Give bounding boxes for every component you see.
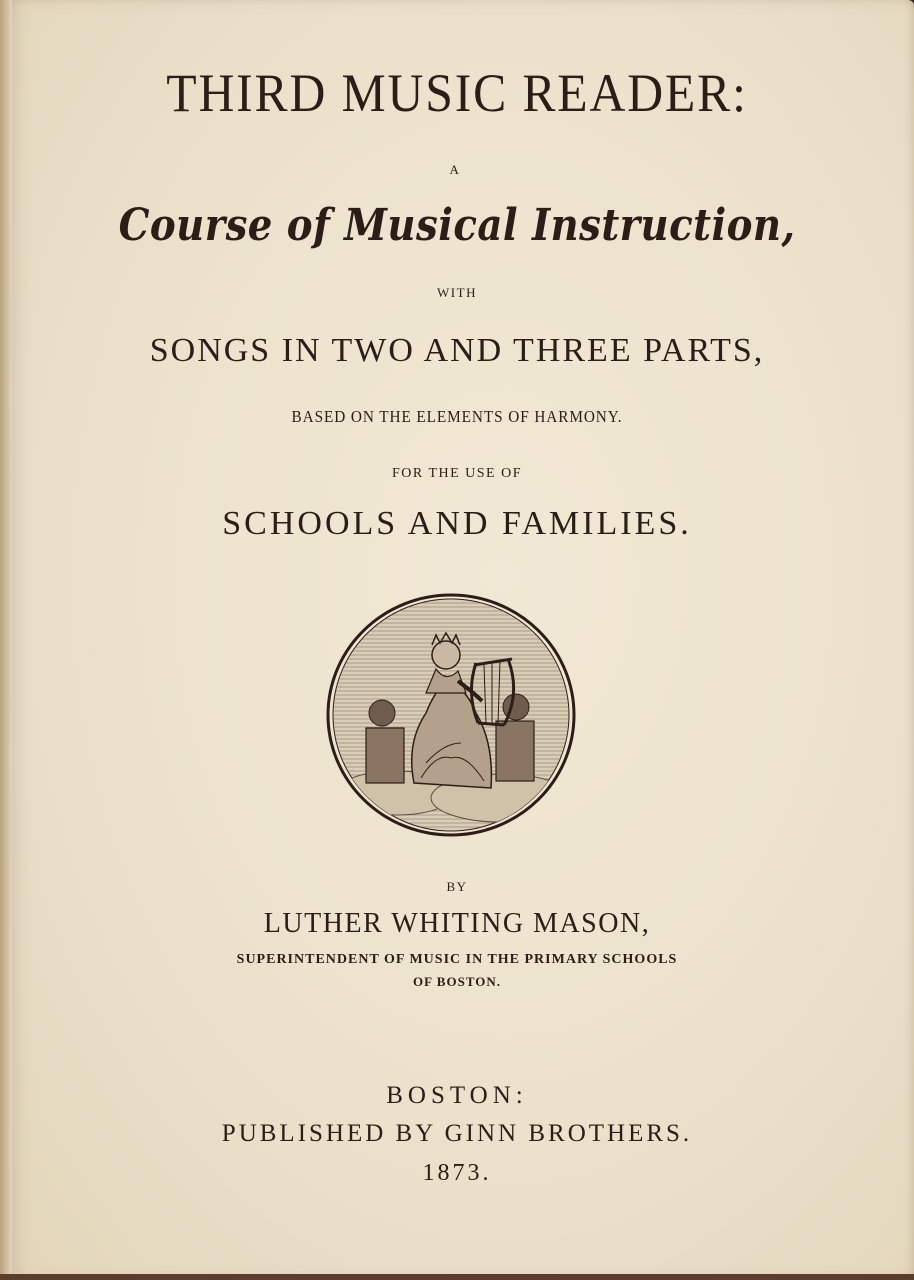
author-name: LUTHER WHITING MASON, [263, 908, 651, 939]
author-title-continued: OF BOSTON. [412, 974, 502, 989]
lyre-muse-medallion-icon [326, 593, 576, 837]
audience-line: SCHOOLS AND FAMILIES. [222, 505, 692, 542]
based-on-line: BASED ON THE ELEMENTS OF HARMONY. [291, 407, 623, 426]
by-line: BY [446, 879, 468, 894]
book-subtitle: Course of Musical Instruction, [118, 200, 796, 251]
songs-line: SONGS IN TWO AND THREE PARTS, [149, 332, 765, 369]
imprint-place: BOSTON: [386, 1082, 528, 1109]
imprint-publisher: PUBLISHED BY GINN BROTHERS. [221, 1120, 693, 1147]
imprint-year: 1873. [422, 1160, 492, 1186]
book-cover-edge [0, 1274, 914, 1280]
article-a: A [449, 162, 461, 177]
with-line: WITH [437, 285, 477, 300]
for-use-line: FOR THE USE OF [391, 466, 523, 481]
author-title: SUPERINTENDENT OF MUSIC IN THE PRIMARY SCHOOLS [236, 952, 678, 967]
book-title: THIRD MUSIC READER: [166, 63, 748, 123]
